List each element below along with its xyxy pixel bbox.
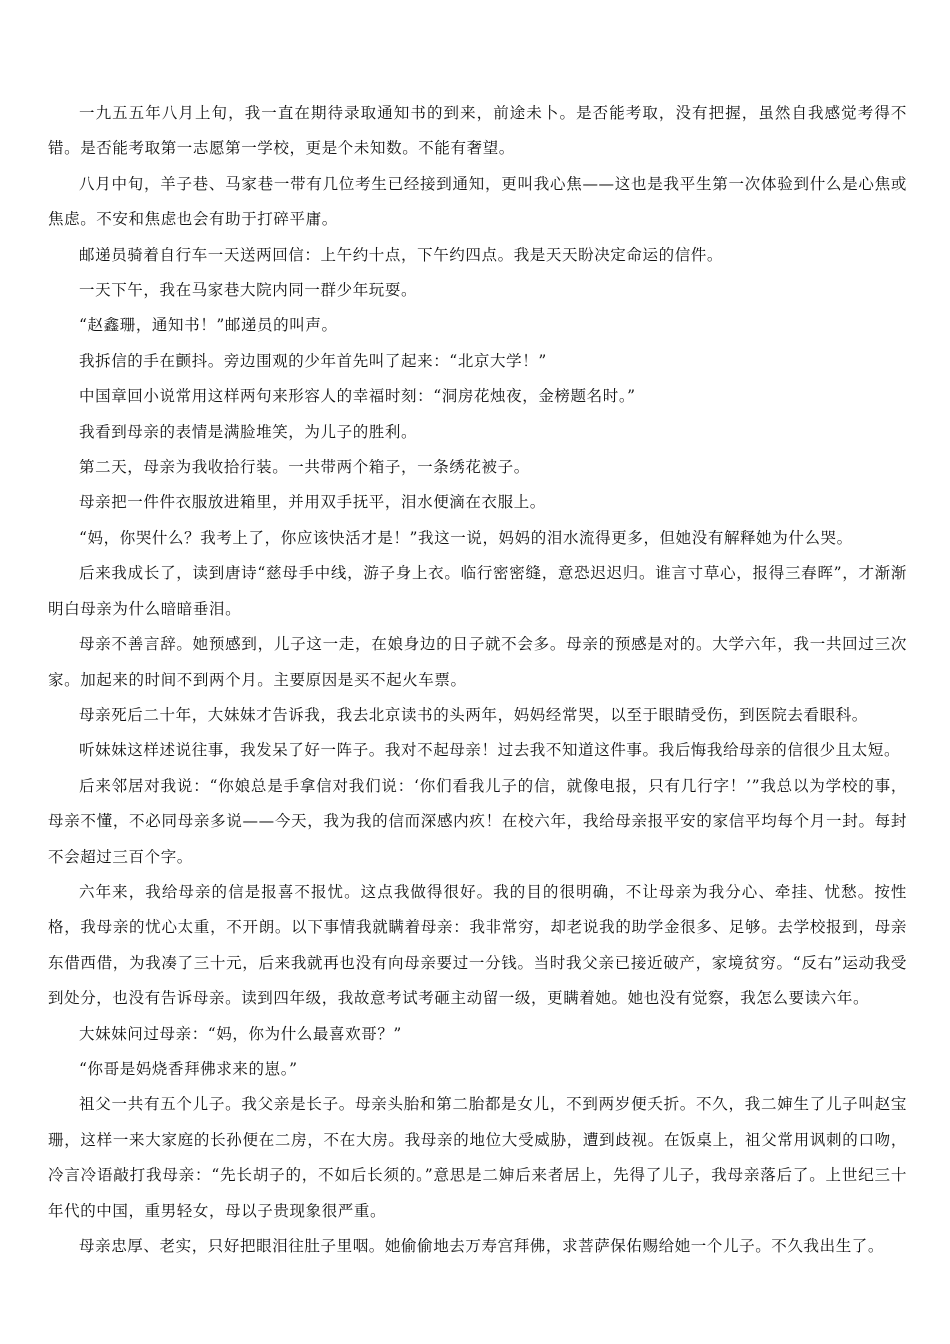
paragraph-20: 祖父一共有五个儿子。我父亲是长子。母亲头胎和第二胎都是女儿，不到两岁便夭折。不久，我二婶生了儿子叫赵宝珊，这样一来大家庭的长孙便在二房，不在大房。我母亲的地位大受威胁，遭到歧视。在饭桌上，祖父常用讽刺的口吻，冷言冷语敲打我母亲：“先长胡子的，不如后长须的。”意思是二婶后来者居上，先得了儿子，我母亲落后了。上世纪三十年代的中国，重男轻女，母以子贵现象很严重。 — [48, 1095, 907, 1220]
paragraph-6: 我拆信的手在颤抖。旁边围观的少年首先叫了起来：“北京大学！” — [79, 351, 547, 370]
paragraph-11: “妈，你哭什么？我考上了，你应该快活才是！”我这一说，妈妈的泪水流得更多，但她没有解释她为什么哭。 — [79, 528, 853, 547]
paragraph-1: 一九五五年八月上旬，我一直在期待录取通知书的到来，前途未卜。是否能考取，没有把握，虽然自我感觉考得不错。是否能考取第一志愿第一学校，更是个未知数。不能有奢望。 — [48, 104, 907, 158]
paragraph-3: 邮递员骑着自行车一天送两回信：上午约十点，下午约四点。我是天天盼决定命运的信件。 — [79, 245, 724, 264]
paragraph-18: 大妹妹问过母亲：“妈，你为什么最喜欢哥？” — [79, 1024, 402, 1043]
paragraph-5: “赵鑫珊，通知书！”邮递员的叫声。 — [79, 316, 338, 335]
paragraph-21: 母亲忠厚、老实，只好把眼泪往肚子里咽。她偷偷地去万寿宫拜佛，求菩萨保佑赐给她一个儿子。不久我出生了。 — [79, 1237, 885, 1255]
paragraph-9: 第二天，母亲为我收拾行装。一共带两个箱子，一条绣花被子。 — [79, 458, 530, 477]
paragraph-17: 六年来，我给母亲的信是报喜不报忧。这点我做得很好。我的目的很明确，不让母亲为我分心、牵挂、忧愁。按性格，我母亲的忧心太重，不开朗。以下事情我就瞒着母亲：我非常穷，却老说我的助学金很多、足够。去学校报到，母亲东借西借，为我凑了三十元，后来我就再也没有向母亲要过一分钱。当时我父亲已接近破产，家境贫穷。“反右”运动我受到处分，也没有告诉母亲。读到四年级，我故意考试考砸主动留一级，更瞒着她。她也没有觉察，我怎么要读六年。 — [48, 882, 907, 1008]
paragraph-7: 中国章回小说常用这样两句来形容人的幸福时刻：“洞房花烛夜，金榜题名时。” — [79, 387, 636, 406]
paragraph-4: 一天下午，我在马家巷大院内同一群少年玩耍。 — [79, 281, 418, 300]
paragraph-16: 后来邻居对我说：“你娘总是手拿信对我们说：‘你们看我儿子的信，就像电报，只有几行字！’”我总以为学校的事，母亲不懂，不必同母亲多说——今天，我为我的信而深感内疚！在校六年，我给母亲报平安的家信平均每个月一封。每封不会超过三百个字。 — [48, 776, 907, 866]
paragraph-15: 听妹妹这样述说往事，我发呆了好一阵子。我对不起母亲！过去我不知道这件事。我后悔我给母亲的信很少且太短。 — [79, 741, 901, 760]
paragraph-10: 母亲把一件件衣服放进箱里，并用双手抚平，泪水便滴在衣服上。 — [79, 493, 546, 512]
paragraph-14: 母亲死后二十年，大妹妹才告诉我，我去北京读书的头两年，妈妈经常哭，以至于眼睛受伤，到医院去看眼科。 — [79, 705, 868, 724]
paragraph-13: 母亲不善言辞。她预感到，儿子这一走，在娘身边的日子就不会多。母亲的预感是对的。大学六年，我一共回过三次家。加起来的时间不到两个月。主要原因是买不起火车票。 — [48, 635, 907, 689]
paragraph-19: “你哥是妈烧香拜佛求来的崽。” — [79, 1059, 298, 1078]
paragraph-12: 后来我成长了，读到唐诗“慈母手中线，游子身上衣。临行密密缝，意恐迟迟归。谁言寸草心，报得三春晖”，才渐渐明白母亲为什么暗暗垂泪。 — [48, 564, 907, 618]
paragraph-2: 八月中旬，羊子巷、马家巷一带有几位考生已经接到通知，更叫我心焦——这也是我平生第一次体验到什么是心焦或焦虑。不安和焦虑也会有助于打碎平庸。 — [48, 174, 907, 229]
paragraph-8: 我看到母亲的表情是满脸堆笑，为儿子的胜利。 — [79, 422, 418, 441]
